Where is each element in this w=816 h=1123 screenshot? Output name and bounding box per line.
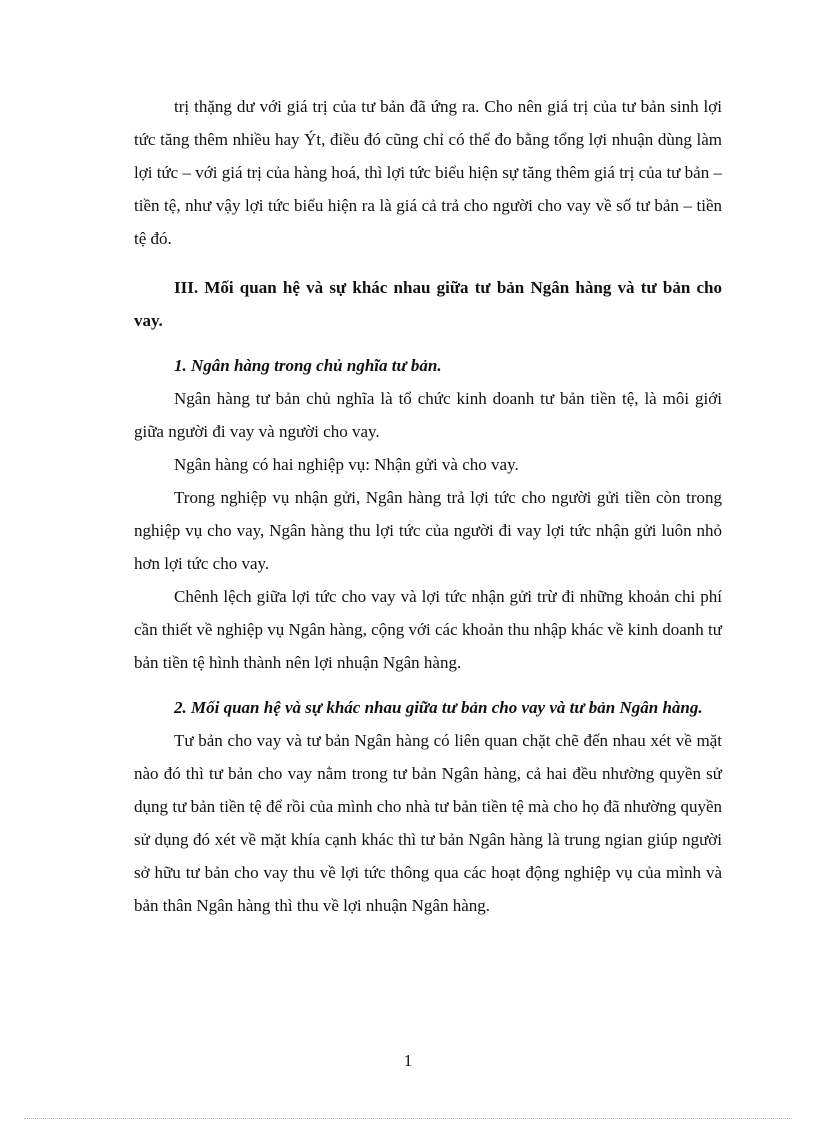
subsection-1-paragraph: Ngân hàng tư bản chủ nghĩa là tổ chức kinh doanh tư bản tiền tệ, là môi giới giữa người đi vay và người cho vay. xyxy=(134,389,722,441)
document-body xyxy=(134,90,722,922)
footer-divider xyxy=(24,1118,792,1119)
page-number: 1 xyxy=(403,1051,413,1070)
subsection-1-paragraph: Ngân hàng có hai nghiệp vụ: Nhận gửi và cho vay. xyxy=(174,455,519,474)
subsection-1-heading: 1. Ngân hàng trong chủ nghĩa tư bản. xyxy=(174,356,442,375)
subsection-2-heading: 2. Mối quan hệ và sự khác nhau giữa tư bản cho vay và tư bản Ngân hàng. xyxy=(174,698,703,717)
section-heading: III. Mối quan hệ và sự khác nhau giữa tư bản Ngân hàng và tư bản cho vay. xyxy=(134,278,722,330)
intro-paragraph: trị thặng dư với giá trị của tư bản đã ứng ra. Cho nên giá trị của tư bản sinh lợi tức tăng thêm nhiều hay Ýt, điều đó cũng chỉ có thể đo bằng tổng lợi nhuận dùng làm lợi tức – với giá trị của hàng hoá, thì lợi tức biểu hiện sự tăng thêm giá trị của tư bản – tiền tệ, như vậy lợi tức biểu hiện ra là giá cả trả cho người cho vay về số tư bản – tiền tệ đó. xyxy=(134,97,722,248)
subsection-1-paragraph: Chênh lệch giữa lợi tức cho vay và lợi tức nhận gửi trừ đi những khoản chi phí cần thiết về nghiệp vụ Ngân hàng, cộng với các khoản thu nhập khác về kinh doanh tư bản tiền tệ hình thành nên lợi nhuận Ngân hàng. xyxy=(134,587,722,672)
subsection-1-paragraph: Trong nghiệp vụ nhận gửi, Ngân hàng trả lợi tức cho người gửi tiền còn trong nghiệp vụ cho vay, Ngân hàng thu lợi tức của người đi vay lợi tức nhận gửi luôn nhỏ hơn lợi tức cho vay. xyxy=(134,488,722,573)
subsection-2-paragraph: Tư bản cho vay và tư bản Ngân hàng có liên quan chặt chẽ đến nhau xét về mặt nào đó thì tư bản cho vay nằm trong tư bản Ngân hàng, cả hai đều nhường quyền sử dụng tư bản tiền tệ để rồi của mình cho nhà tư bản tiền tệ mà cho họ đã nhường quyền sử dụng đó xét về mặt khía cạnh khác thì tư bản Ngân hàng là trung ngian giúp người sở hữu tư bản cho vay thu về lợi tức thông qua các hoạt động nghiệp vụ của mình và bản thân Ngân hàng thì thu về lợi nhuận Ngân hàng. xyxy=(134,731,722,915)
